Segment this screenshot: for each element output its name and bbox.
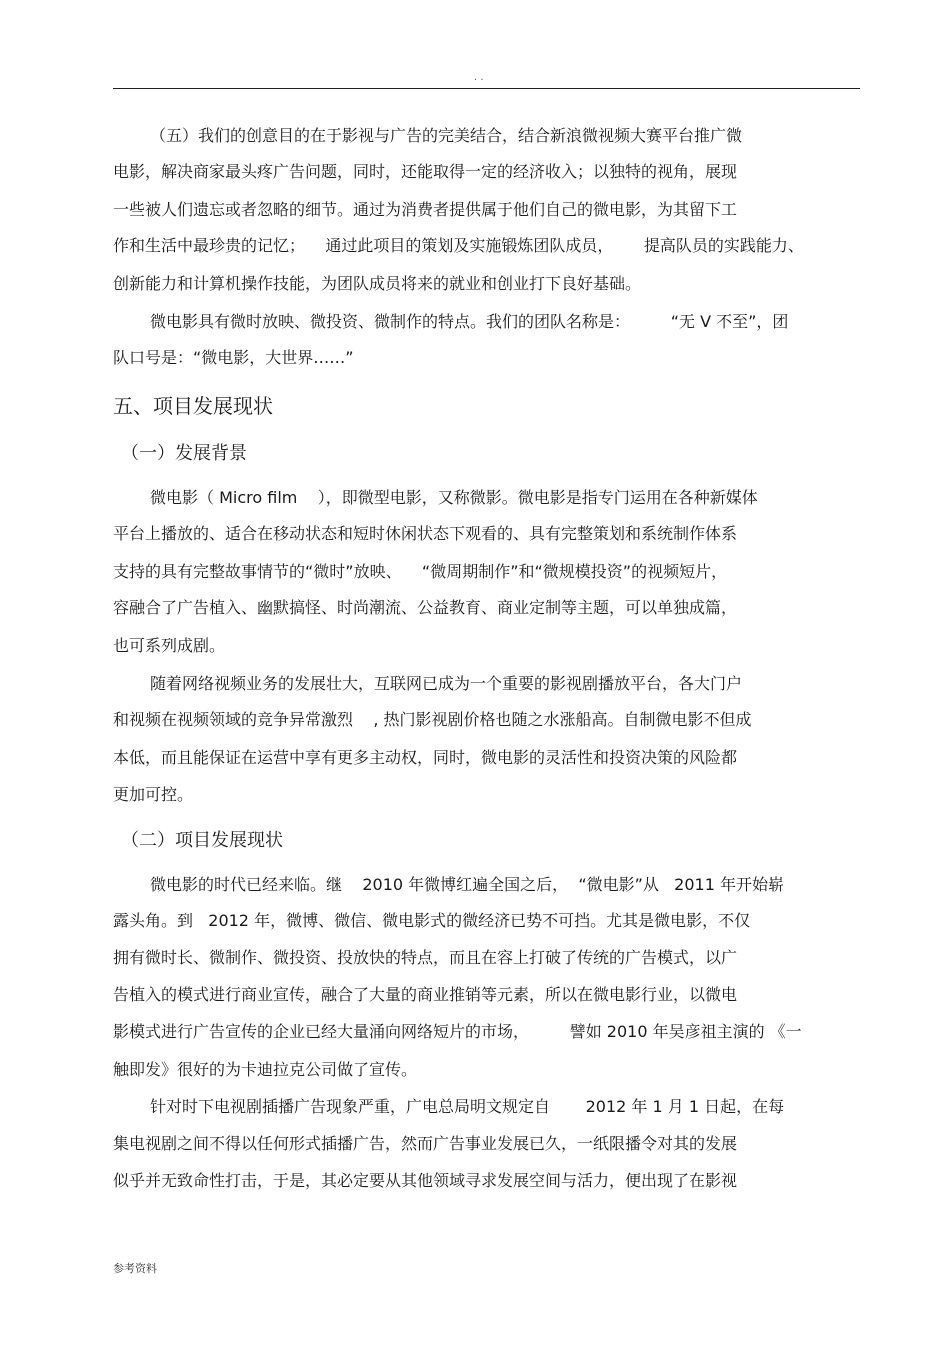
paragraph-line: 微电影具有微时放映、微投资、微制作的特点。我们的团队名称是： “无 V 不至”，团 xyxy=(150,312,789,331)
paragraph-line: 容融合了广告植入、幽默搞怪、时尚潮流、公益教育、商业定制等主题，可以单独成篇， xyxy=(113,598,738,617)
paragraph-line: 集电视剧之间不得以任何形式插播广告，然而广告事业发展已久，一纸限播令对其的发展 xyxy=(113,1134,738,1153)
paragraph-line: 作和生活中最珍贵的记忆； 通过此项目的策划及实施锻炼团队成员， 提高队员的实践能力、 xyxy=(113,236,804,255)
subsection-heading: （一）发展背景 xyxy=(121,443,247,464)
subsection-heading: （二）项目发展现状 xyxy=(121,830,283,851)
paragraph-line: 电影，解决商家最头疼广告问题，同时，还能取得一定的经济收入；以独特的视角，展现 xyxy=(113,162,738,181)
paragraph-line: 更加可控。 xyxy=(113,785,194,804)
paragraph-line: 微电影（ Micro film ），即微型电影，又称微影。微电影是指专门运用在各种新媒体 xyxy=(150,488,758,507)
paragraph-line: 影模式进行广告宣传的企业已经大量涌向网络短片的市场， 譬如 2010 年吴彦祖主演的 《一 xyxy=(113,1022,802,1041)
paragraph-line: 拥有微时长、微制作、微投资、投放快的特点，而且在容上打破了传统的广告模式，以广 xyxy=(113,948,738,967)
paragraph-line: 针对时下电视剧插播广告现象严重，广电总局明文规定自 2012 年 1 月 1 日起，在每 xyxy=(150,1097,785,1116)
paragraph-line: 和视频在视频领域的竞争异常激烈 , 热门影视剧价格也随之水涨船高。自制微电影不但成 xyxy=(113,710,752,729)
paragraph-line: 随着网络视频业务的发展壮大，互联网已成为一个重要的影视剧播放平台，各大门户 xyxy=(150,674,743,693)
paragraph-line: 一些被人们遗忘或者忽略的细节。通过为消费者提供属于他们自己的微电影，为其留下工 xyxy=(113,200,738,219)
paragraph-line: 告植入的模式进行商业宣传，融合了大量的商业推销等元素，所以在微电影行业，以微电 xyxy=(113,985,738,1004)
header-mark: . . xyxy=(474,72,484,83)
paragraph-line: 队口号是：“微电影，大世界……” xyxy=(113,348,354,367)
paragraph-line: 也可系列成剧。 xyxy=(113,636,226,655)
paragraph-line: 似乎并无致命性打击，于是，其必定要从其他领域寻求发展空间与活力，便出现了在影视 xyxy=(113,1171,738,1190)
section-heading: 五、项目发展现状 xyxy=(113,394,273,418)
page-footer: 参考资料 xyxy=(113,1262,157,1275)
paragraph-line: 露头角。到 2012 年，微博、微信、微电影式的微经济已势不可挡。尤其是微电影，不仅 xyxy=(113,911,751,930)
paragraph-line: 微电影的时代已经来临。继 2010 年微博红遍全国之后， “微电影”从 2011 年开始崭 xyxy=(150,875,784,894)
paragraph-line: 创新能力和计算机操作技能，为团队成员将来的就业和创业打下良好基础。 xyxy=(113,274,642,293)
paragraph-line: 支持的具有完整故事情节的“微时”放映、 “微周期制作”和“微规模投资”的视频短片， xyxy=(113,562,728,581)
paragraph-line: 平台上播放的、适合在移动状态和短时休闲状态下观看的、具有完整策划和系统制作体系 xyxy=(113,524,738,543)
header-rule xyxy=(113,88,860,89)
paragraph-line: 触即发》很好的为卡迪拉克公司做了宣传。 xyxy=(113,1060,418,1079)
paragraph-line: 本低，而且能保证在运营中享有更多主动权，同时，微电影的灵活性和投资决策的风险都 xyxy=(113,748,738,767)
paragraph-line: （五）我们的创意目的在于影视与广告的完美结合，结合新浪微视频大赛平台推广微 xyxy=(150,126,743,145)
